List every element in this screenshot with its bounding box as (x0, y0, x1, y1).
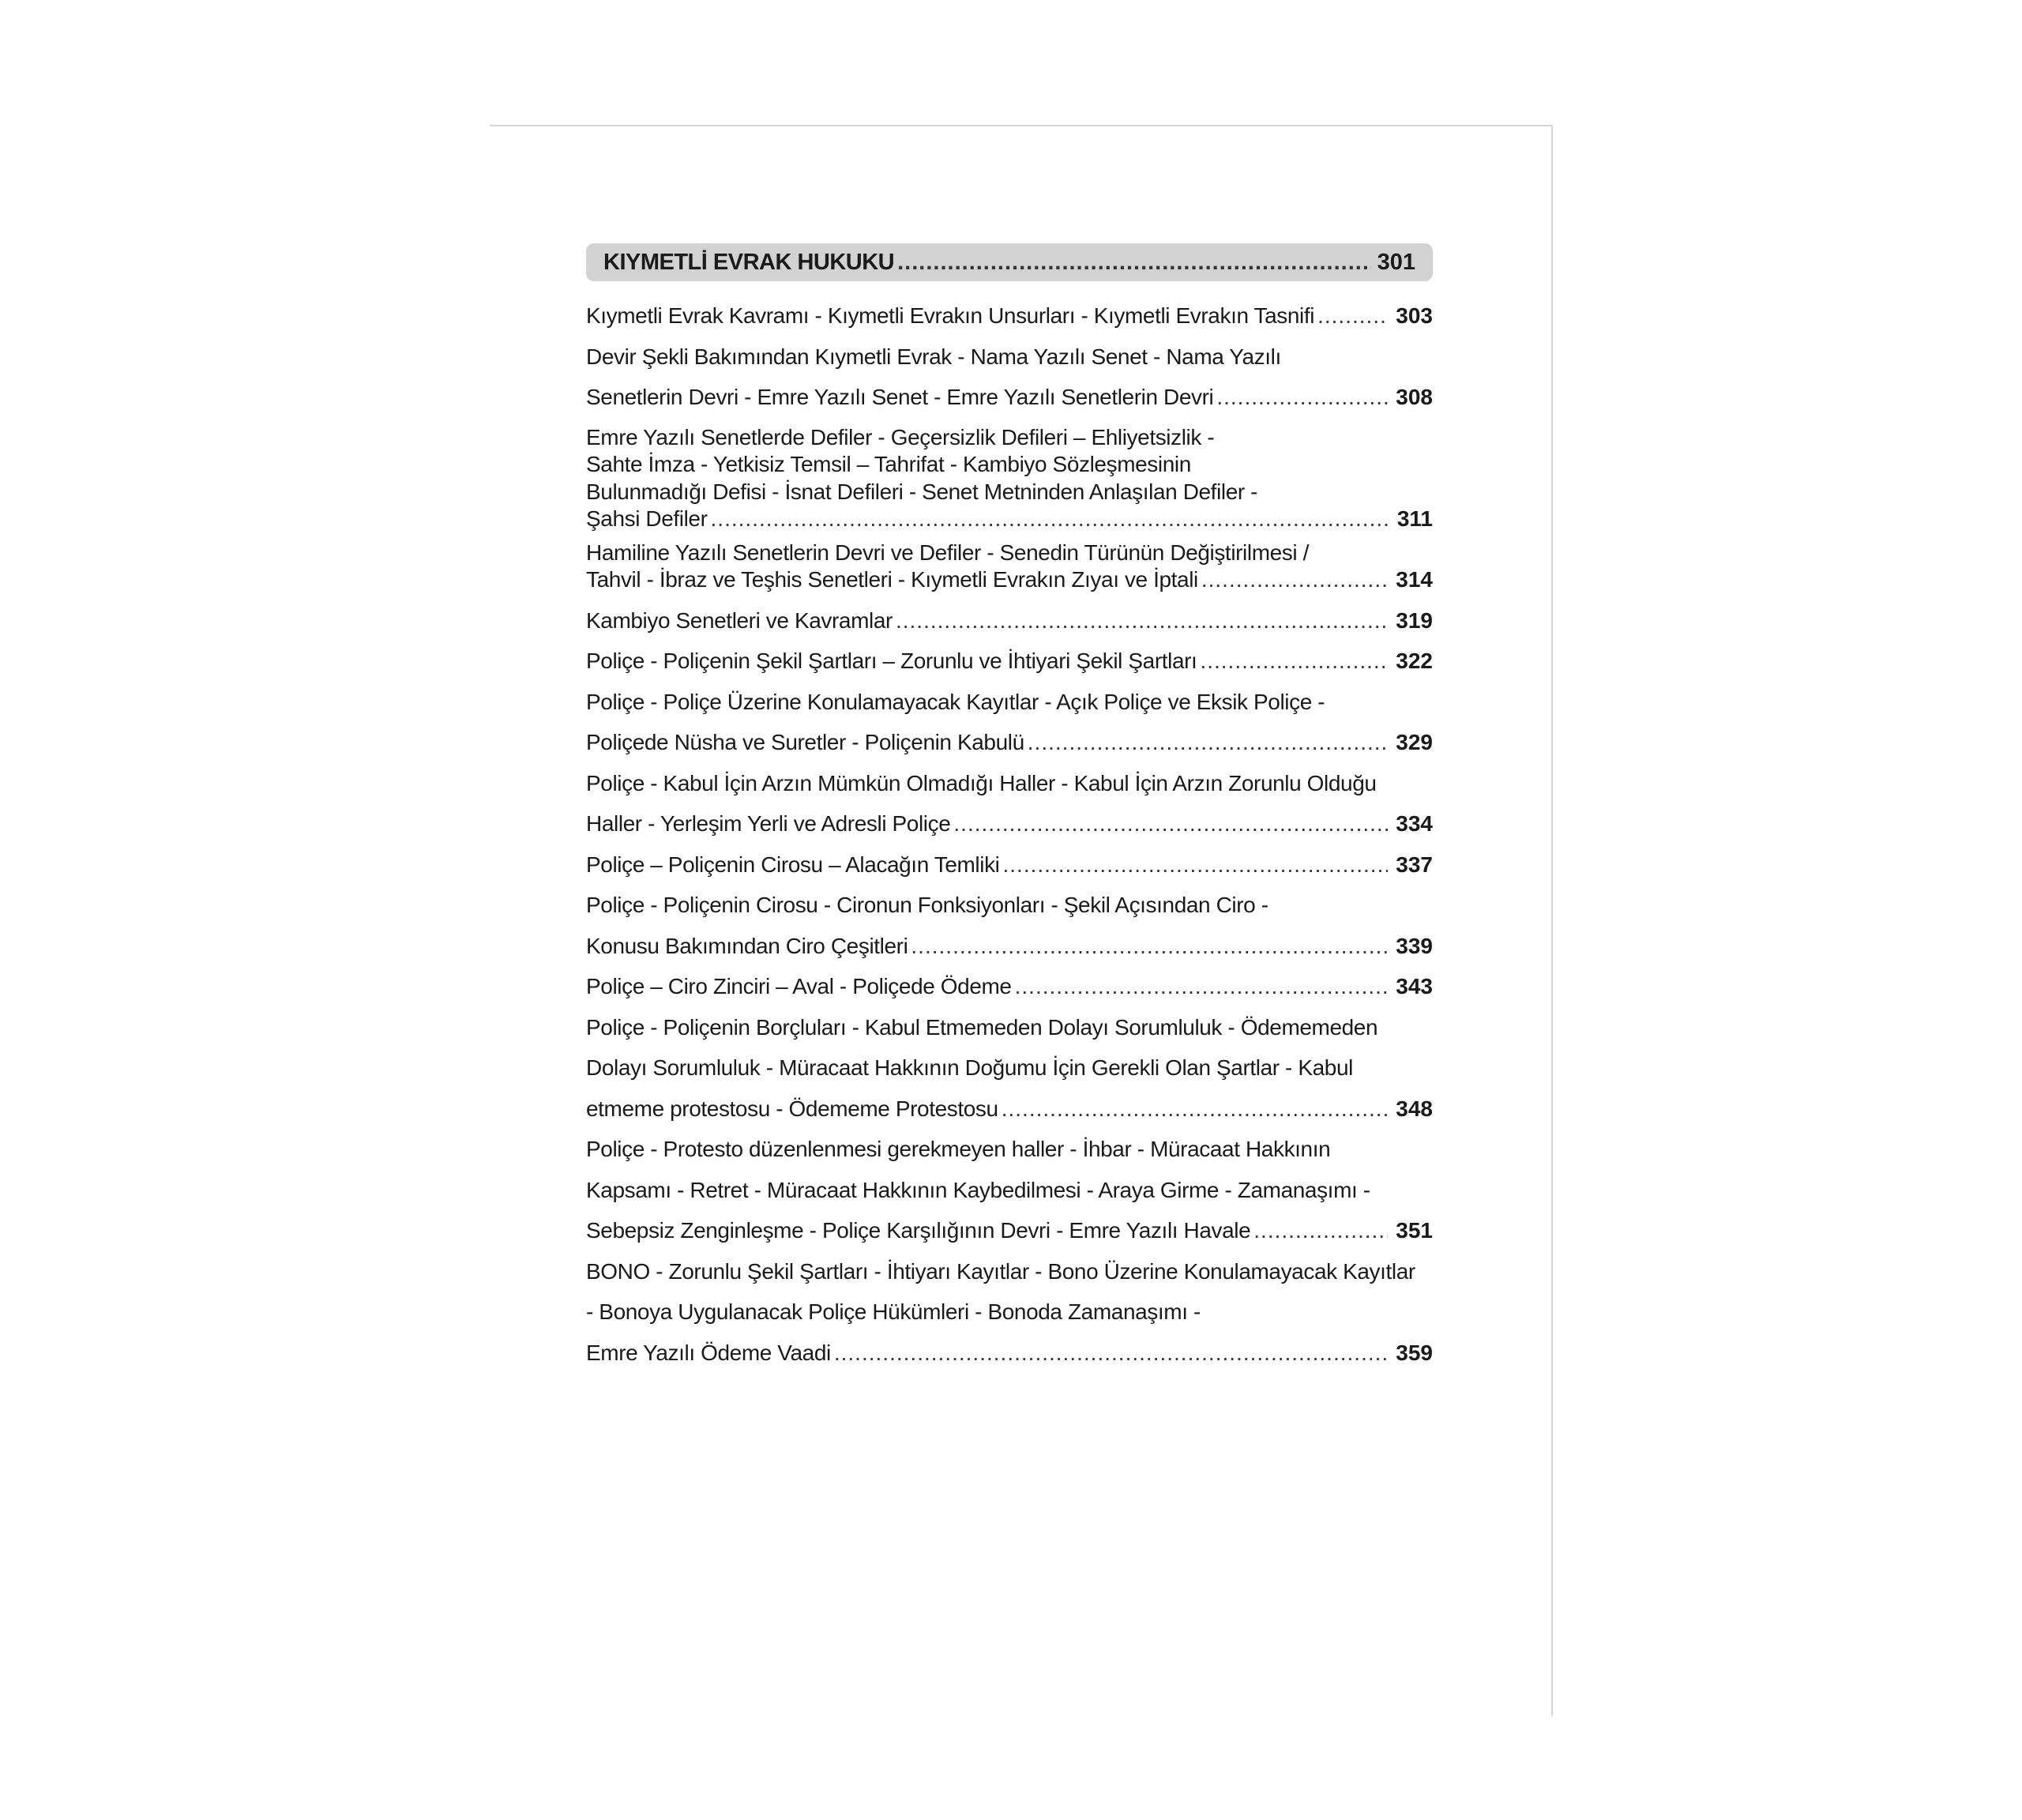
toc-entry-text: Emre Yazılı Ödeme Vaadi (586, 1340, 831, 1365)
dot-leader (1028, 722, 1389, 763)
toc-entry-line (586, 803, 1433, 844)
dot-leader (1201, 566, 1388, 594)
toc-entry-text: Konusu Bakımından Ciro Çeşitleri (586, 933, 908, 958)
toc-entry-line (586, 295, 1433, 337)
section-page-number: 301 (1377, 250, 1415, 275)
toc-entry[interactable] (586, 1251, 1433, 1374)
toc-entry[interactable] (586, 424, 1433, 533)
toc-entry-line: - Bonoya Uygulanacak Poliçe Hükümleri - Bonoda Zamanaşımı - (586, 1299, 1201, 1324)
toc-entry-text: Poliçe - Poliçenin Şekil Şartları – Zorunlu ve İhtiyari Şekil Şartları (586, 649, 1197, 673)
toc-entry-line: Emre Yazılı Senetlerde Defiler - Geçersizlik Defileri – Ehliyetsizlik - (586, 424, 1215, 449)
dot-leader (1216, 377, 1388, 418)
toc-entry-page: 319 (1396, 607, 1433, 633)
toc-entry-line: Sahte İmza - Yetkisiz Temsil – Tahrifat - Kambiyo Sözleşmesinin (586, 452, 1191, 476)
dot-leader (711, 506, 1389, 533)
toc-entry-page: 308 (1396, 385, 1433, 409)
section-header (586, 243, 1433, 281)
toc-entry[interactable] (586, 763, 1433, 844)
toc-entry-text: Tahvil - İbraz ve Teşhis Senetleri - Kıymetli Evrakın Zıyaı ve İptali (586, 567, 1198, 592)
toc-entry-text: Kıymetli Evrak Kavramı - Kıymetli Evrakın Unsurları - Kıymetli Evrakın Tasnifi (586, 303, 1315, 328)
toc-entry[interactable] (586, 295, 1433, 337)
toc-entry-line: Dolayı Sorumluluk - Müracaat Hakkının Doğumu İçin Gerekli Olan Şartlar - Kabul (586, 1055, 1353, 1080)
toc-entry-page: 348 (1396, 1096, 1433, 1121)
toc-entry-line (586, 844, 1433, 886)
toc-entry-page: 303 (1396, 303, 1433, 328)
toc-entry[interactable] (586, 844, 1433, 886)
toc-entry-line: Hamiline Yazılı Senetlerin Devri ve Defiler - Senedin Türünün Değiştirilmesi / (586, 540, 1309, 565)
toc-entry-page: 329 (1396, 730, 1433, 754)
toc-entry[interactable] (586, 1129, 1433, 1251)
dot-leader (1317, 295, 1388, 337)
toc-entry-text: etmeme protestosu - Ödememe Protestosu (586, 1096, 998, 1121)
toc-entry-line (586, 641, 1433, 682)
toc-entry[interactable] (586, 1007, 1433, 1130)
dot-leader (897, 243, 1370, 281)
toc-entry-text: Poliçede Nüsha ve Suretler - Poliçenin Kabulü (586, 730, 1024, 754)
dot-leader (1253, 1210, 1388, 1251)
toc-entry-page: 311 (1396, 506, 1433, 531)
table-of-contents (586, 243, 1433, 1373)
toc-entry[interactable] (586, 600, 1433, 641)
dot-leader (911, 926, 1388, 967)
toc-entry-text: Haller - Yerleşim Yerli ve Adresli Poliçe (586, 811, 951, 836)
toc-entry-line: Poliçe - Kabul İçin Arzın Mümkün Olmadığı Haller - Kabul İçin Arzın Zorunlu Olduğu (586, 770, 1377, 795)
toc-entry-line (586, 506, 1433, 533)
toc-entry-text: Şahsi Defiler (586, 506, 708, 531)
toc-entry-line: BONO - Zorunlu Şekil Şartları - İhtiyarı Kayıtlar - Bono Üzerine Konulamayacak Kayıtlar (586, 1258, 1415, 1284)
toc-entry-line: Devir Şekli Bakımından Kıymetli Evrak - Nama Yazılı Senet - Nama Yazılı (586, 344, 1281, 369)
dot-leader (1003, 844, 1389, 886)
toc-entry-line (586, 566, 1433, 594)
toc-entry[interactable] (586, 641, 1433, 682)
toc-entry-text: Poliçe – Poliçenin Cirosu – Alacağın Temliki (586, 852, 1000, 877)
page-border-right (1551, 125, 1553, 1716)
toc-entry-line: Poliçe - Poliçe Üzerine Konulamayacak Kayıtlar - Açık Poliçe ve Eksik Poliçe - (586, 689, 1325, 714)
toc-entry-line: Bulunmadığı Defisi - İsnat Defileri - Senet Metninden Anlaşılan Defiler - (586, 479, 1258, 504)
toc-entry-text: Senetlerin Devri - Emre Yazılı Senet - Emre Yazılı Senetlerin Devri (586, 385, 1214, 409)
toc-entry-line (586, 722, 1433, 763)
section-title: KIYMETLİ EVRAK HUKUKU (603, 250, 895, 275)
toc-entry-page: 359 (1396, 1340, 1433, 1365)
toc-entry-line (586, 966, 1433, 1007)
toc-entry[interactable] (586, 540, 1433, 594)
toc-entry-line (586, 1210, 1433, 1251)
toc-entry-line: Kapsamı - Retret - Müracaat Hakkının Kaybedilmesi - Araya Girme - Zamanaşımı - (586, 1177, 1370, 1202)
toc-entry-line: Poliçe - Poliçenin Borçluları - Kabul Etmemeden Dolayı Sorumluluk - Ödememeden (586, 1014, 1378, 1040)
toc-entry[interactable] (586, 966, 1433, 1007)
toc-entry-line (586, 377, 1433, 418)
toc-entry-page: 339 (1396, 933, 1433, 958)
toc-entry-page: 322 (1396, 649, 1433, 673)
dot-leader (1002, 1089, 1389, 1130)
toc-entry[interactable] (586, 337, 1433, 418)
toc-entry-line (586, 1333, 1433, 1374)
toc-entry-text: Poliçe – Ciro Zinciri – Aval - Poliçede Ödeme (586, 974, 1012, 998)
toc-entry-line (586, 926, 1433, 967)
toc-entry-page: 351 (1396, 1218, 1433, 1243)
toc-entry[interactable] (586, 682, 1433, 763)
toc-entry-text: Kambiyo Senetleri ve Kavramlar (586, 607, 893, 633)
toc-entry-page: 337 (1396, 852, 1433, 877)
page-border-top (490, 125, 1553, 126)
dot-leader (953, 803, 1388, 844)
toc-entry-line: Poliçe - Protesto düzenlenmesi gerekmeyen haller - İhbar - Müracaat Hakkının (586, 1137, 1331, 1161)
dot-leader (1200, 641, 1388, 682)
toc-entry-line: Poliçe - Poliçenin Cirosu - Cironun Fonksiyonları - Şekil Açısından Ciro - (586, 893, 1268, 917)
toc-entry-line (586, 1089, 1433, 1130)
toc-entry-line (586, 600, 1433, 641)
toc-entry-page: 334 (1396, 811, 1433, 836)
toc-entry-page: 314 (1396, 567, 1433, 592)
toc-entry-text: Sebepsiz Zenginleşme - Poliçe Karşılığının Devri - Emre Yazılı Havale (586, 1218, 1251, 1243)
dot-leader (834, 1333, 1388, 1374)
dot-leader (896, 600, 1388, 641)
toc-entry-page: 343 (1396, 974, 1433, 998)
dot-leader (1015, 966, 1389, 1007)
toc-entry[interactable] (586, 885, 1433, 966)
